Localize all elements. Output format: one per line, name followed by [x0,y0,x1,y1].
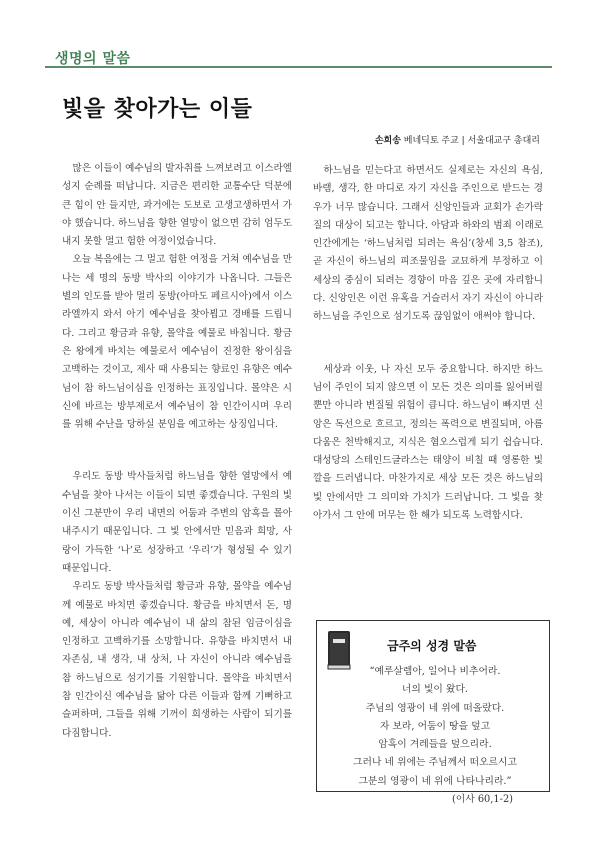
section-label: 생명의 말씀 [55,51,131,67]
verse-line: “예루살렘아, 일어나 비추어라. [369,666,501,677]
verse-line: 너의 빛이 왔다. [401,684,469,696]
paragraph: 세상과 이웃, 나 자신 모두 중요합니다. 하지만 하느님이 주인이 되지 않으면 이 모든 것은 의미를 잃어버릴 뿐만 아니라 변질될 위험이 큽니다. 하느님이 빠지면 신앙은 독선으로 흐르고, 정의는 폭력으로 변질되며, 아름다움은 천박해지고, 지식은 혐오스럽게 되기 쉽습니다. 대성당의 스테인드글라스는 태양이 비칠 때 영롱한 빛깔을 드러냅니다. 마찬가지로 세상 모든 것은 하느님의 빛 안에서만 그 의미와 가치가 드러납니다. 그 빛을 찾아가서 그 안에 머무는 한 해가 되도록 노력합시다. [313,363,543,522]
author-name: 손희송 [374,136,401,146]
left-column [62,160,292,743]
paragraph: 우리도 동방 박사들처럼 황금과 유향, 몰약을 예수님께 예물로 바치면 좋겠습니다. 황금을 바치면서 돈, 명예, 세상이 아니라 예수님이 내 삶의 참된 임금이심을 인정하고 고백하기를 소망합니다. 유향을 바치면서 내 자존심, 내 생각, 내 상처, 나 자신이 아니라 예수님을 참 하느님으로 섬기기를 기원합니다. 몰약을 바치면서 참 인간이신 예수님을 닮아 다른 이들과 함께 기뻐하고 슬퍼하며, 그들을 위해 기꺼이 희생하는 사람이 되기를 다짐합니다. [62,581,292,739]
verse-line: 그러나 네 위에는 주님께서 떠오르시고 [353,757,517,769]
author-line [375,133,540,146]
right-column [313,162,543,525]
page-title: 빛을 찾아가는 이들 [62,97,253,122]
verse-line: 암흑이 겨레들을 덮으리라. [378,739,492,751]
verse-line: 자 보라, 어둠이 땅을 덮고 [379,720,491,732]
author-role: 베네딕토 주교 | 서울대교구 총대리 [400,136,540,146]
header-divider [45,66,552,68]
paragraph: 우리도 동방 박사들처럼 하느님을 향한 열망에서 예수님을 찾아 나서는 이들이 되면 좋겠습니다. 구원의 빛이신 그분만이 우리 내면의 어둠과 주변의 암흑을 몰아 내주시기 때문입니다. 그 빛 안에서만 믿음과 희망, 사랑이 가득한 ‘나’로 성장하고 ‘우리’가 형성될 수 있기 때문입니다. [62,471,292,574]
verse-line: 그분의 영광이 네 위에 나타나리라.” [358,775,512,787]
verse-reference: (이사 60,1-2) [451,794,513,806]
paragraph: 오늘 복음에는 그 멀고 험한 여정을 거쳐 예수님을 만나는 세 명의 동방 박사의 이야기가 나옵니다. 그들은 별의 인도를 받아 멀리 동방(아마도 페르시아)에서 이스라엘까지 와서 아기 예수님을 찾아뵙고 경배를 드립니다. 그리고 황금과 유향, 몰약을 예물로 바칩니다. 황금은 왕에게 바치는 예물로서 예수님이 진정한 왕이심을 고백하는 것이고, 제사 때 사용되는 향료인 유향은 예수님이 참 하느님이심을 인정하는 표징입니다. 몰약은 시신에 바르는 방부제로서 예수님이 참 인간이시며 우리를 위해 수난을 당하실 분임을 예고하는 상징입니다. [62,254,292,431]
verse-heading: 금주의 성경 말씀 [387,639,477,653]
paragraph: 하느님을 믿는다고 하면서도 실제로는 자신의 욕심, 바램, 생각, 한 마디로 자기 자신을 주인으로 받드는 경우가 너무 많습니다. 그래서 신앙인들과 교회가 손가락질의 대상이 되고는 합니다. 아담과 하와의 범죄 이래로 인간에게는 ‘하느님처럼 되려는 욕심’(창세 3,5 참조), 곧 자신이 하느님의 피조물임을 교묘하게 부정하고 이 세상의 중심이 되려는 경향이 마음 깊은 곳에 자리합니다. 신앙인은 이런 유혹을 거슬러서 자기 자신이 아니라 하느님을 주인으로 섬기도록 끊임없이 애써야 합니다. [313,165,543,323]
paragraph: 많은 이들이 예수님의 발자취를 느껴보려고 이스라엘성지 순례를 떠납니다. 지금은 편리한 교통수단 덕분에 큰 힘이 안 들지만, 과거에는 도보로 고생고생하면서 가야 했습니다. 하느님을 향한 열망이 없으면 감히 엄두도 내지 못할 멀고 험한 여정이었습니다. [62,163,292,248]
verse-text [335,663,535,809]
verse-line: 주님의 영광이 네 위에 떠올랐다. [365,702,505,714]
weekly-verse-box [316,620,550,806]
